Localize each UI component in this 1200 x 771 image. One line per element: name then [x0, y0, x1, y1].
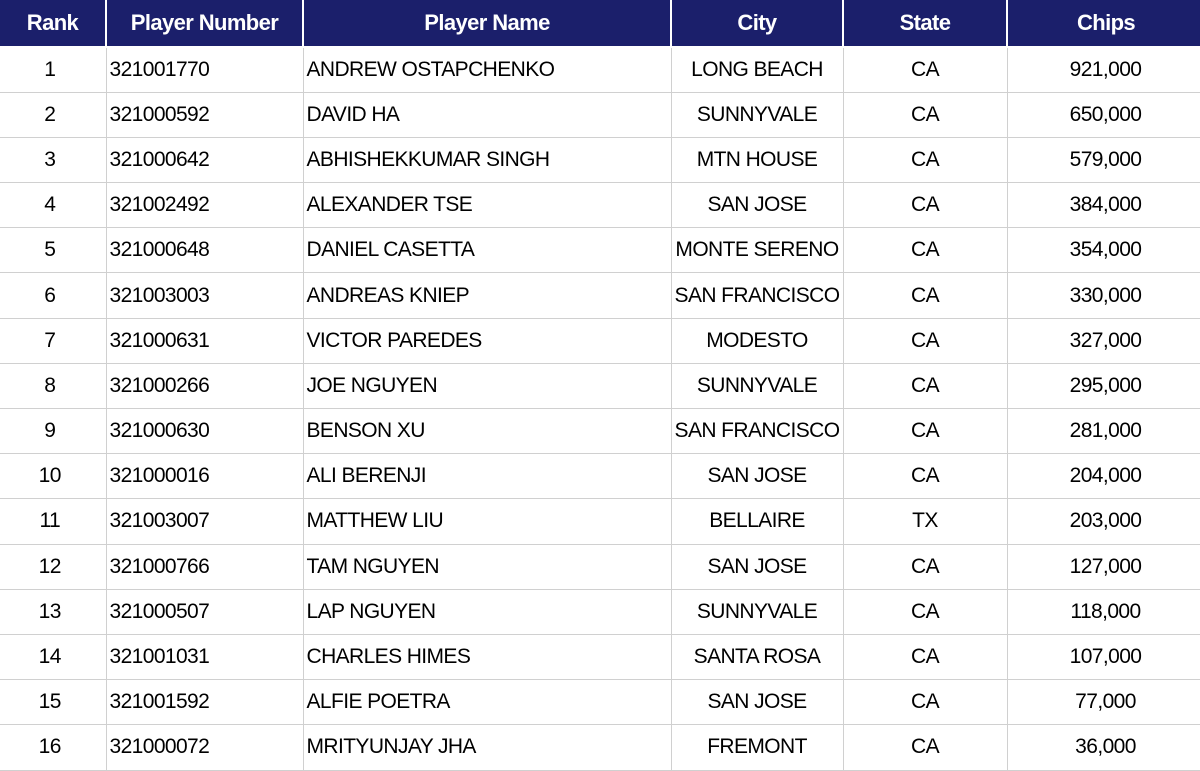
header-row: [0, 0, 1200, 47]
player-number-cell: 321002492: [106, 183, 303, 228]
player-number-cell: 321000630: [106, 409, 303, 454]
state-cell: CA: [843, 454, 1007, 499]
chips-cell: 330,000: [1007, 273, 1200, 318]
column-header-chips: Chips: [1007, 0, 1200, 47]
chips-cell: 327,000: [1007, 318, 1200, 363]
table-row: [0, 454, 1200, 499]
chips-cell: 354,000: [1007, 228, 1200, 273]
player-name-cell: DANIEL CASETTA: [303, 228, 671, 273]
table-row: [0, 409, 1200, 454]
player-number-cell: 321000266: [106, 363, 303, 408]
table-row: [0, 589, 1200, 634]
state-cell: CA: [843, 318, 1007, 363]
player-number-cell: 321000072: [106, 725, 303, 770]
player-number-cell: 321000766: [106, 544, 303, 589]
chips-cell: 579,000: [1007, 137, 1200, 182]
state-cell: CA: [843, 725, 1007, 770]
player-name-cell: JOE NGUYEN: [303, 363, 671, 408]
city-cell: SAN JOSE: [671, 183, 843, 228]
column-header-player-number: Player Number: [106, 0, 303, 47]
rank-cell: 7: [0, 318, 106, 363]
rank-cell: 16: [0, 725, 106, 770]
player-name-cell: TAM NGUYEN: [303, 544, 671, 589]
chips-cell: 118,000: [1007, 589, 1200, 634]
player-name-cell: ABHISHEKKUMAR SINGH: [303, 137, 671, 182]
player-name-cell: ALFIE POETRA: [303, 680, 671, 725]
column-header-player-name: Player Name: [303, 0, 671, 47]
table-row: [0, 725, 1200, 770]
city-cell: MODESTO: [671, 318, 843, 363]
rank-cell: 12: [0, 544, 106, 589]
table-row: [0, 499, 1200, 544]
chips-cell: 36,000: [1007, 725, 1200, 770]
chips-cell: 127,000: [1007, 544, 1200, 589]
player-name-cell: MATTHEW LIU: [303, 499, 671, 544]
table-body: [0, 47, 1200, 770]
table-row: [0, 183, 1200, 228]
chips-cell: 921,000: [1007, 47, 1200, 92]
table-row: [0, 318, 1200, 363]
player-name-cell: LAP NGUYEN: [303, 589, 671, 634]
state-cell: CA: [843, 409, 1007, 454]
rank-cell: 6: [0, 273, 106, 318]
player-number-cell: 321003007: [106, 499, 303, 544]
state-cell: CA: [843, 273, 1007, 318]
table-row: [0, 47, 1200, 92]
player-number-cell: 321000648: [106, 228, 303, 273]
city-cell: SAN JOSE: [671, 544, 843, 589]
city-cell: SAN JOSE: [671, 680, 843, 725]
rank-cell: 14: [0, 634, 106, 679]
rank-cell: 9: [0, 409, 106, 454]
table-row: [0, 228, 1200, 273]
player-name-cell: VICTOR PAREDES: [303, 318, 671, 363]
city-cell: BELLAIRE: [671, 499, 843, 544]
state-cell: CA: [843, 228, 1007, 273]
city-cell: FREMONT: [671, 725, 843, 770]
rank-cell: 11: [0, 499, 106, 544]
column-header-city: City: [671, 0, 843, 47]
table-row: [0, 363, 1200, 408]
player-name-cell: BENSON XU: [303, 409, 671, 454]
chips-cell: 384,000: [1007, 183, 1200, 228]
city-cell: SANTA ROSA: [671, 634, 843, 679]
city-cell: SUNNYVALE: [671, 589, 843, 634]
rank-cell: 15: [0, 680, 106, 725]
player-name-cell: ALEXANDER TSE: [303, 183, 671, 228]
city-cell: SAN FRANCISCO: [671, 273, 843, 318]
state-cell: CA: [843, 589, 1007, 634]
rank-cell: 1: [0, 47, 106, 92]
rank-cell: 3: [0, 137, 106, 182]
city-cell: SUNNYVALE: [671, 363, 843, 408]
table-row: [0, 92, 1200, 137]
city-cell: SAN FRANCISCO: [671, 409, 843, 454]
state-cell: CA: [843, 92, 1007, 137]
chips-cell: 295,000: [1007, 363, 1200, 408]
state-cell: CA: [843, 544, 1007, 589]
column-header-rank: Rank: [0, 0, 106, 47]
table-row: [0, 273, 1200, 318]
player-number-cell: 321000642: [106, 137, 303, 182]
chips-cell: 281,000: [1007, 409, 1200, 454]
player-number-cell: 321000592: [106, 92, 303, 137]
state-cell: CA: [843, 634, 1007, 679]
rank-cell: 13: [0, 589, 106, 634]
player-number-cell: 321003003: [106, 273, 303, 318]
chips-cell: 204,000: [1007, 454, 1200, 499]
rank-cell: 4: [0, 183, 106, 228]
player-number-cell: 321001031: [106, 634, 303, 679]
chips-cell: 650,000: [1007, 92, 1200, 137]
state-cell: TX: [843, 499, 1007, 544]
table-row: [0, 544, 1200, 589]
column-header-state: State: [843, 0, 1007, 47]
table-row: [0, 137, 1200, 182]
city-cell: LONG BEACH: [671, 47, 843, 92]
rank-cell: 8: [0, 363, 106, 408]
player-name-cell: ANDREAS KNIEP: [303, 273, 671, 318]
player-name-cell: MRITYUNJAY JHA: [303, 725, 671, 770]
chips-cell: 107,000: [1007, 634, 1200, 679]
player-number-cell: 321000631: [106, 318, 303, 363]
city-cell: SUNNYVALE: [671, 92, 843, 137]
player-number-cell: 321000016: [106, 454, 303, 499]
player-number-cell: 321001592: [106, 680, 303, 725]
chips-cell: 77,000: [1007, 680, 1200, 725]
player-number-cell: 321001770: [106, 47, 303, 92]
table-row: [0, 680, 1200, 725]
chips-cell: 203,000: [1007, 499, 1200, 544]
state-cell: CA: [843, 183, 1007, 228]
table-header: [0, 0, 1200, 47]
city-cell: MTN HOUSE: [671, 137, 843, 182]
state-cell: CA: [843, 137, 1007, 182]
rank-cell: 5: [0, 228, 106, 273]
state-cell: CA: [843, 363, 1007, 408]
player-name-cell: ALI BERENJI: [303, 454, 671, 499]
city-cell: MONTE SERENO: [671, 228, 843, 273]
player-name-cell: CHARLES HIMES: [303, 634, 671, 679]
player-name-cell: ANDREW OSTAPCHENKO: [303, 47, 671, 92]
city-cell: SAN JOSE: [671, 454, 843, 499]
rank-cell: 10: [0, 454, 106, 499]
state-cell: CA: [843, 680, 1007, 725]
rank-cell: 2: [0, 92, 106, 137]
state-cell: CA: [843, 47, 1007, 92]
player-name-cell: DAVID HA: [303, 92, 671, 137]
player-number-cell: 321000507: [106, 589, 303, 634]
table-row: [0, 634, 1200, 679]
